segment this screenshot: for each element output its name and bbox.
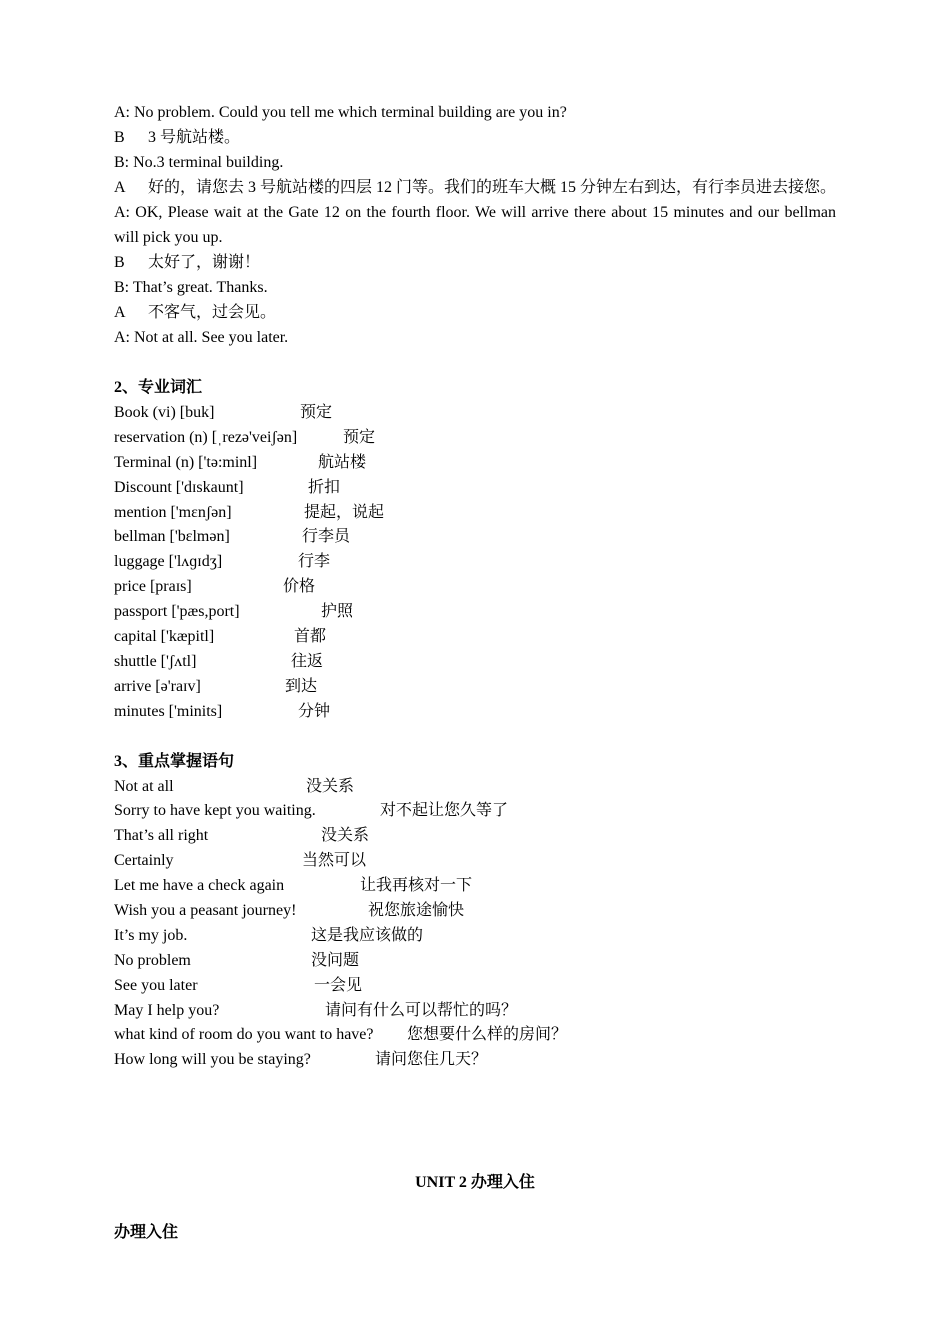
vocab-row: minutes ['minits] 分钟: [114, 702, 331, 720]
dialogue-line: A: OK, Please wait at the Gate 12 on the fourth floor. We will arrive there about 15 minutes and our bellman will pick you up.: [114, 204, 836, 246]
phrase-row: Not at all 没关系: [114, 777, 355, 795]
phrase-row: It’s my job. 这是我应该做的: [114, 926, 424, 944]
dialogue-line: A 不客气，过会见。: [114, 300, 836, 325]
vocab-row: Book (vi) [buk] 预定: [114, 404, 333, 421]
speaker-label: B: [114, 129, 125, 146]
section-title: 办理入住: [114, 1224, 179, 1241]
unit-title: UNIT 2 办理入住: [415, 1174, 535, 1191]
vocab-row: shuttle ['ʃʌtl] 往返: [114, 652, 324, 670]
vocab-row: capital ['kæpitl] 首都: [114, 628, 327, 646]
phrases-heading: 3、重点掌握语句: [114, 752, 235, 770]
speaker-label: B: [114, 254, 125, 271]
vocab-row: bellman ['bɛlmən] 行李员: [114, 528, 351, 546]
phrase-row: No problem 没问题: [114, 951, 360, 969]
vocab-row: mention ['mɛnʃən] 提起，说起: [114, 503, 385, 521]
dialogue-line: B: That’s great. Thanks.: [114, 279, 268, 296]
vocab-row: luggage ['lʌɡɪdʒ] 行李: [114, 553, 331, 571]
phrase-row: Sorry to have kept you waiting. 对不起让您久等了: [114, 802, 509, 820]
phrase-row: That’s all right 没关系: [114, 827, 370, 845]
speaker-label: A: [114, 179, 126, 196]
vocab-row: Terminal (n) ['tə:minl] 航站楼: [114, 453, 367, 471]
dialogue-line: B 3 号航站楼。: [114, 125, 836, 150]
phrase-row: May I help you? 请问有什么可以帮忙的吗？: [114, 1001, 518, 1019]
vocab-row: Discount ['dɪskaunt] 折扣: [114, 478, 341, 496]
phrase-row: Let me have a check again 让我再核对一下: [114, 877, 473, 895]
phrase-row: what kind of room do you want to have? 您想要什么样的房间？: [114, 1026, 568, 1044]
dialogue-line: A 好的，请您去 3 号航站楼的四层 12 门等。我们的班车大概 15 分钟左右到达，有行李员进去接您。: [114, 175, 836, 200]
vocab-heading: 2、专业词汇: [114, 379, 203, 396]
vocab-row: arrive [ə'raɪv] 到达: [114, 677, 318, 695]
dialogue-line: B 太好了，谢谢！: [114, 250, 836, 275]
dialogue-line: A: No problem. Could you tell me which terminal building are you in?: [114, 104, 567, 121]
phrase-row: How long will you be staying? 请问您住几天？: [114, 1051, 488, 1069]
dialogue-line: B: No.3 terminal building.: [114, 154, 284, 171]
phrase-row: See you later 一会见: [114, 976, 363, 994]
vocab-row: reservation (n) [ˌrezə'veiʃən] 预定: [114, 428, 376, 446]
dialogue-line: A: Not at all. See you later.: [114, 329, 289, 346]
phrase-row: Certainly 当然可以: [114, 852, 367, 870]
document-body: [114, 100, 836, 1072]
speaker-label: A: [114, 304, 126, 321]
vocab-row: passport ['pæs,port] 护照: [114, 603, 354, 621]
phrase-row: Wish you a peasant journey! 祝您旅途愉快: [114, 902, 465, 920]
vocab-row: price [praɪs] 价格: [114, 578, 316, 596]
